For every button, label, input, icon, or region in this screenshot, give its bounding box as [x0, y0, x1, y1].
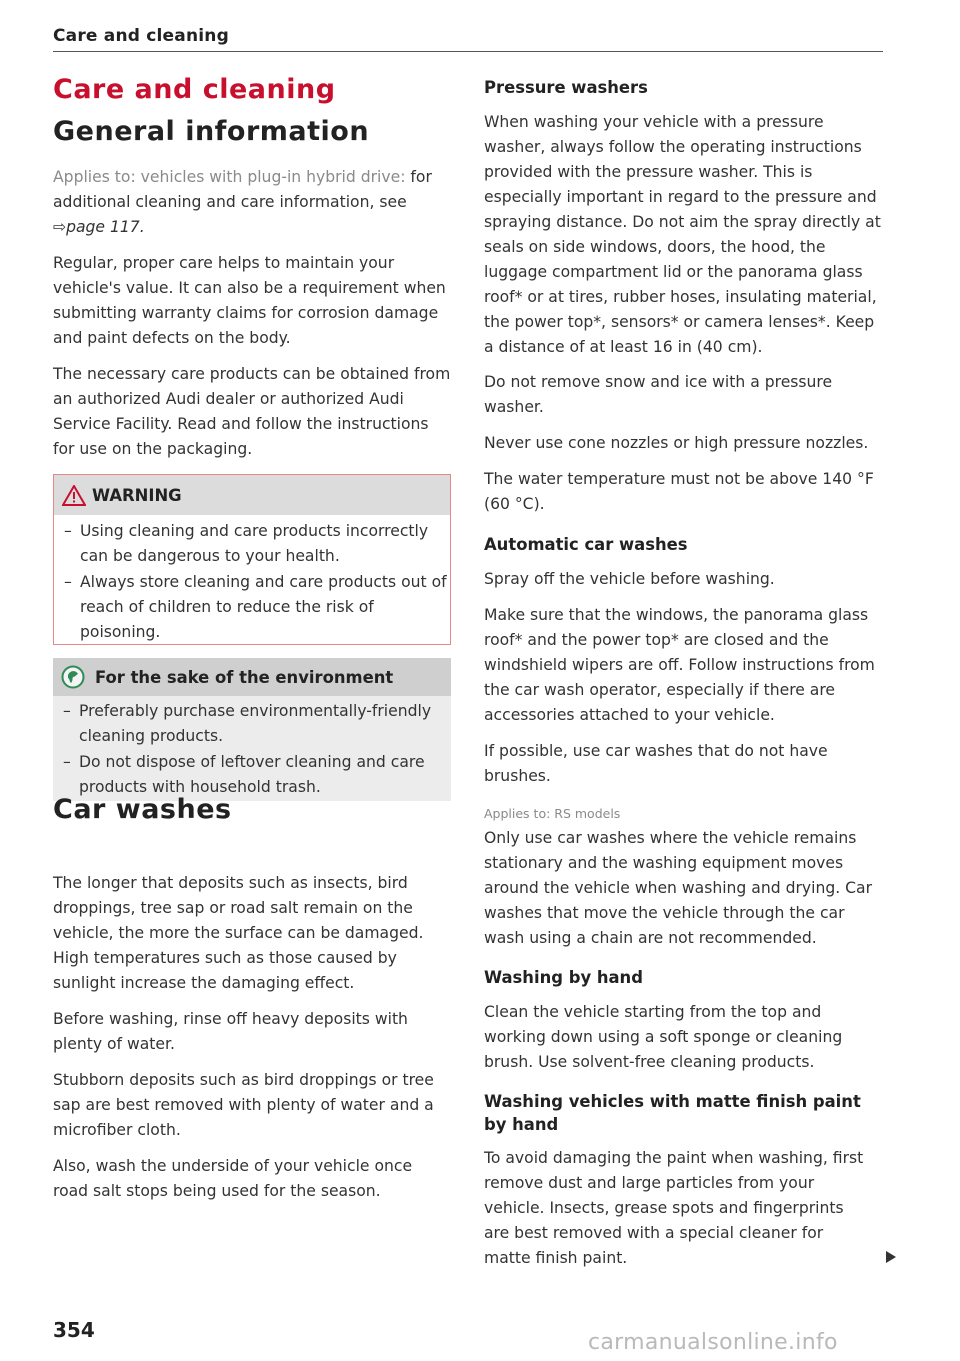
- matte-finish-heading: Washing vehicles with matte finish paint by hand: [484, 1092, 861, 1134]
- pressure-paragraph-3: Never use cone nozzles or high pressure nozzles.: [484, 434, 869, 452]
- automatic-car-washes-heading: Automatic car washes: [484, 535, 688, 554]
- applies-prefix: Applies to: vehicles with plug-in hybrid drive:: [53, 168, 406, 186]
- page-title: Care and cleaning: [53, 74, 336, 105]
- washing-by-hand-heading: Washing by hand: [484, 968, 643, 987]
- matte-paragraph: To avoid damaging the paint when washing, first remove dust and large particles from your vehicle. Insects, grease spots and fingerprints are best removed with a special cleaner for matte finish paint.: [484, 1149, 864, 1267]
- warning-item: – Using cleaning and care products incorrectly can be dangerous to your health.: [54, 519, 450, 569]
- environment-item: – Preferably purchase environmentally-friendly cleaning products.: [53, 699, 451, 749]
- applies-rest: for additional cleaning and care information, see: [53, 168, 432, 211]
- rs-paragraph: Only use car washes where the vehicle remains stationary and the washing equipment moves around the vehicle when washing and drying. Car washes that move the vehicle through the car wash using a chain are not recommended.: [484, 829, 873, 947]
- applies-paragraph: [53, 165, 451, 240]
- warning-box: [53, 474, 451, 645]
- section-heading: Care and cleaning: [53, 26, 229, 46]
- watermark: carmanualsonline.info: [588, 1330, 838, 1355]
- care-paragraph-2: The necessary care products can be obtained from an authorized Audi dealer or authorized Audi Service Facility. Read and follow the instructions for use on the packaging.: [53, 365, 451, 458]
- general-information-heading: General information: [53, 116, 370, 147]
- auto-paragraph-3: If possible, use car washes that do not have brushes.: [484, 742, 828, 785]
- environment-list: [53, 699, 451, 800]
- warning-list: [54, 519, 450, 645]
- car-washes-paragraph-2: Before washing, rinse off heavy deposits with plenty of water.: [53, 1010, 408, 1053]
- car-washes-paragraph-3: Stubborn deposits such as bird droppings or tree sap are best removed with plenty of water and a microfiber cloth.: [53, 1071, 434, 1139]
- header-rule: [53, 51, 883, 52]
- rs-applies-note: Applies to: RS models: [484, 806, 621, 821]
- auto-paragraph-2: Make sure that the windows, the panorama glass roof* and the power top* are closed and the windshield wipers are off. Follow instructions from the car wash operator, especially if there are accessories attached to your vehicle.: [484, 606, 875, 724]
- car-washes-heading: Car washes: [53, 794, 232, 825]
- warning-triangle-icon: [62, 485, 86, 506]
- page-link[interactable]: ⇨page 117.: [53, 218, 145, 236]
- environment-item: – Do not dispose of leftover cleaning and care products with household trash.: [53, 750, 451, 800]
- page-number: 354: [53, 1318, 95, 1342]
- pressure-washers-heading: Pressure washers: [484, 78, 648, 97]
- warning-header: [54, 475, 450, 515]
- auto-paragraph-1: Spray off the vehicle before washing.: [484, 570, 775, 588]
- care-paragraph-1: Regular, proper care helps to maintain your vehicle's value. It can also be a requirement when submitting warranty claims for corrosion damage and paint defects on the body.: [53, 254, 446, 347]
- page-header: [53, 26, 883, 46]
- pressure-paragraph-4: The water temperature must not be above 140 °F (60 °C).: [484, 470, 874, 513]
- car-washes-paragraph-4: Also, wash the underside of your vehicle once road salt stops being used for the season.: [53, 1157, 413, 1200]
- continue-arrow-icon: [885, 1250, 897, 1264]
- warning-item: – Always store cleaning and care products out of reach of children to reduce the risk of poisoning.: [54, 570, 450, 645]
- environment-icon: [61, 665, 85, 689]
- environment-title: For the sake of the environment: [95, 667, 394, 687]
- car-washes-paragraph-1: The longer that deposits such as insects, bird droppings, tree sap or road salt remain on the vehicle, the more the surface can be damaged. High temperatures such as those caused by sunlight increase the damaging effect.: [53, 874, 424, 992]
- pressure-paragraph-1: When washing your vehicle with a pressure washer, always follow the operating instructions provided with the pressure washer. This is especially important in regard to the pressure and spraying distance. Do not aim the spray directly at seals on side windows, doors, the hood, the luggage compartment lid or the panorama glass roof* or at tires, rubber hoses, insulating material, the power top*, sensors* or camera lenses*. Keep a distance of at least 16 in (40 cm).: [484, 113, 881, 356]
- warning-title: WARNING: [92, 485, 182, 505]
- pressure-paragraph-2: Do not remove snow and ice with a pressure washer.: [484, 373, 833, 416]
- hand-paragraph: Clean the vehicle starting from the top and working down using a soft sponge or cleaning brush. Use solvent-free cleaning products.: [484, 1003, 843, 1071]
- environment-box: [53, 658, 451, 801]
- environment-header: [53, 658, 451, 696]
